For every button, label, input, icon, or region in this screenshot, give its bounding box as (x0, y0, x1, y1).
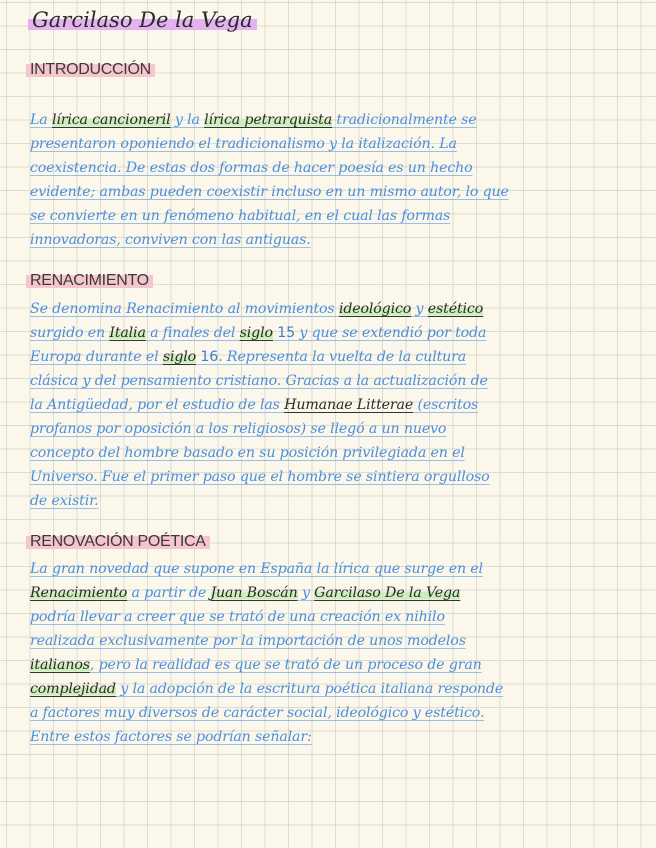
text-segment: (escritos (413, 397, 479, 413)
text-segment: tradicionalmente se (332, 112, 477, 128)
text-line: Entre estos factores se podrían señalar: (30, 729, 312, 745)
highlight-italia: Italia (109, 325, 146, 341)
text-line: concepto del hombre basado en su posición privilegiada en el (30, 445, 465, 461)
text-line: coexistencia. De estas dos formas de hacer poesía es un hecho (30, 160, 473, 176)
text-line: La gran novedad que supone en España la lírica que surge en el (30, 561, 483, 577)
page-title: Garcilaso De la Vega (28, 8, 257, 32)
highlight-garcilaso: Garcilaso De la Vega (314, 585, 461, 601)
text-segment: la Antigüedad, por el estudio de las (30, 397, 285, 413)
highlight-siglo: siglo (162, 349, 197, 365)
text-line (30, 581, 636, 605)
highlight-italianos: italianos (30, 657, 90, 673)
text-segment: y la (170, 112, 205, 128)
text-segment: . Representa la vuelta de la cultura (218, 349, 467, 365)
text-segment: y (411, 301, 428, 317)
text-segment: y (297, 585, 315, 601)
text-line: se convierte en un fenómeno habitual, en el cual las formas (30, 208, 451, 224)
text-segment: a partir de (127, 585, 211, 601)
text-segment: a finales del (145, 325, 240, 341)
term-humanae-litterae: Humanae Litterae (284, 397, 414, 413)
highlight-renacimiento: Renacimiento (30, 585, 128, 601)
highlight-lirica-cancioneril: lírica cancioneril (51, 112, 171, 128)
text-line: evidente; ambas pueden coexistir incluso en un mismo autor, lo que (30, 184, 509, 200)
highlight-lirica-petrarquista: lírica petrarquista (204, 112, 333, 128)
heading-renacimiento: RENACIMIENTO (26, 272, 153, 290)
text-line: profanos por oposición a los religiosos) se llegó a un nuevo (30, 421, 447, 437)
paragraph-renacimiento (30, 297, 636, 513)
text-line: presentaron oponiendo el tradicionalismo y la italización. La (30, 136, 457, 152)
text-line (30, 297, 636, 321)
text-line (30, 677, 636, 701)
highlight-siglo: siglo (239, 325, 273, 341)
text-segment: surgido en (30, 325, 110, 341)
text-line (30, 393, 636, 417)
text-segment: y que se extendió por toda (295, 325, 487, 341)
text-line (30, 108, 636, 132)
text-segment: y la adopción de la escritura poética italiana responde (115, 681, 504, 697)
text-line: innovadoras, conviven con las antiguas. (30, 232, 311, 248)
text-segment: Europa durante el (30, 349, 163, 365)
text-line: realizada exclusivamente por la importación de unos modelos (30, 633, 466, 649)
highlight-complejidad: complejidad (30, 681, 116, 697)
heading-renovacion-poetica: RENOVACIÓN POÉTICA (26, 533, 210, 551)
text-line: podría llevar a creer que se trató de una creación ex nihilo (30, 609, 445, 625)
text-line (30, 653, 636, 677)
text-line (30, 321, 636, 345)
century-number: 15 (272, 325, 295, 341)
text-line (30, 345, 636, 369)
text-line: de existir. (30, 493, 99, 509)
heading-introduccion: INTRODUCCIÓN (26, 61, 155, 79)
century-number: 16 (196, 349, 219, 365)
paragraph-renovacion-poetica (30, 557, 636, 749)
text-segment: Se denomina Renacimiento al movimientos (30, 301, 339, 317)
highlight-estetico: estético (427, 301, 484, 317)
text-line: a factores muy diversos de carácter social, ideológico y estético. (30, 705, 485, 721)
text-segment: , pero la realidad es que se trató de un proceso de gran (89, 657, 482, 673)
highlight-juan-boscan: Juan Boscán (210, 585, 298, 601)
text-line: clásica y del pensamiento cristiano. Gracias a la actualización de (30, 373, 488, 389)
text-segment: La (30, 112, 52, 128)
highlight-ideologico: ideológico (338, 301, 412, 317)
text-line: Universo. Fue el primer paso que el hombre se sintiera orgulloso (30, 469, 490, 485)
paragraph-introduccion (30, 108, 636, 252)
